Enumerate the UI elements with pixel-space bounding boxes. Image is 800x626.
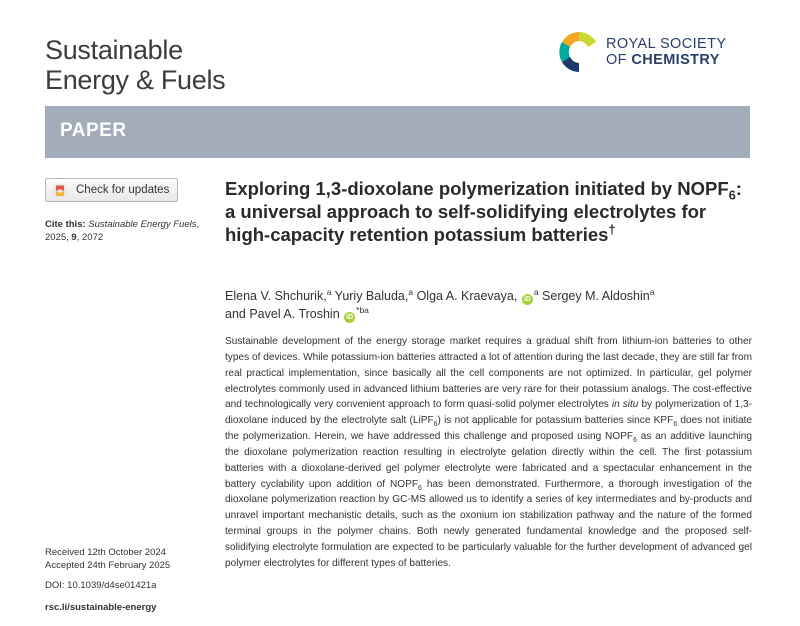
journal-link[interactable]: rsc.li/sustainable-energy [45,602,157,613]
abstract-subscript: 6 [418,484,422,492]
abstract-subscript: 6 [433,421,438,429]
author-affiliation: *ba [356,304,369,315]
rsc-logo-mark-icon [556,26,602,78]
abstract-text: by polymerization of 1,3-dioxolane induced by the electrolyte salt (LiPF [225,399,752,427]
author-name[interactable]: Sergey M. Aldoshin [542,289,650,303]
author-affiliation: a [408,286,414,297]
title-part2: : a universal approach to self-solidifying electrolytes for high-capacity retention potassium batteries [225,178,742,245]
abstract-subscript: 6 [633,437,637,445]
check-for-updates-button[interactable] [45,178,178,202]
cite-year: 2025, [45,232,69,243]
title-subscript: 6 [728,188,736,203]
abstract [225,334,752,572]
journal-title [45,35,225,95]
cite-volume: 9 [71,232,77,243]
article-dates [45,546,215,572]
rsc-logo-text [606,36,726,68]
author-affiliation: a [649,286,655,297]
title-dagger: † [608,222,616,237]
rsc-logo-of: OF [606,52,627,68]
orcid-icon[interactable]: iD [523,296,531,303]
rsc-logo-chemistry: CHEMISTRY [631,52,720,68]
rsc-logo-line1: ROYAL SOCIETY [606,36,727,52]
doi-link[interactable]: DOI: 10.1039/d4se01421a [45,580,157,591]
citation-block: Cite this: Sustainable Energy Fuels, 2025, 9, 2072 [45,219,200,243]
author-name[interactable]: Elena V. Shchurik, [225,289,327,303]
abstract-text: ) is not applicable for potassium batteries since KPF [437,415,674,427]
rsc-logo[interactable] [556,26,756,78]
abstract-subscript: 6 [673,421,678,429]
received-date: Received 12th October 2024 [45,547,166,558]
abstract-text: does not initiate the polymerization. Herein, we have addressed this challenge and proposed using NOPF [225,415,753,443]
article-title [225,177,755,246]
abstract-text: as an additive launching the dioxolane polymerization reaction resulting in electrolyte gelation directly within the cell. The first potassium batteries with a dioxolane-derived gel polymer electrolyte were fabricated and a spectacular enhancement in the battery cyclability upon addition of NOPF [225,431,752,490]
abstract-italic: in situ [611,399,639,411]
cite-label: Cite this: [45,219,86,230]
author-name[interactable]: Yuriy Baluda, [334,289,409,303]
cite-journal: Sustainable Energy Fuels [88,219,197,230]
accepted-date: Accepted 24th February 2025 [45,560,171,571]
crossmark-icon [52,183,68,199]
author-affiliation: a [533,286,539,297]
orcid-icon[interactable]: iD [346,314,354,321]
author-affiliation: a [326,286,332,297]
article-type-label: PAPER [60,120,127,141]
author-name[interactable]: Olga A. Kraevaya, [416,289,518,303]
cite-pages: , 2072 [76,232,104,243]
check-for-updates-label: Check for updates [76,184,170,196]
abstract-text: Sustainable development of the energy storage market requires a gradual shift from lithium-ion batteries to other types of devices. While potassium-ion batteries attracted a lot of attention during the last decade, they are still far from real practical implementation, since basically all the cell components are not optimized. In particular, gel polymer electrolytes commonly used in advanced lithium batteries are very rare for their potassium analogs. The cost-effective and technologically very convenient approach to form quasi-solid polymer electrolytes [225,336,752,411]
title-part1: Exploring 1,3-dioxolane polymerization initiated by NOPF [225,178,729,199]
abstract-text: has been demonstrated. Furthermore, a thorough investigation of the dioxolane polymerization reaction by GC-MS allowed us to identify a series of key intermediates and by-products and unravel important mechanistic details, such as the oxonium ion stabilization pathway and the nature of the formed terminal groups in the polymer chains. Both newly generated fundamental knowledge and the proposed self-solidifying electrolyte formulation are expected to be particularly valuable for the further development of advanced gel polymer electrolytes for different types of batteries. [225,478,752,569]
author-list [225,287,745,323]
journal-title-line1: Sustainable [45,35,183,65]
journal-title-line2: Energy & Fuels [45,65,226,95]
article-type-banner [45,106,750,158]
author-name[interactable]: and Pavel A. Troshin [225,307,340,321]
